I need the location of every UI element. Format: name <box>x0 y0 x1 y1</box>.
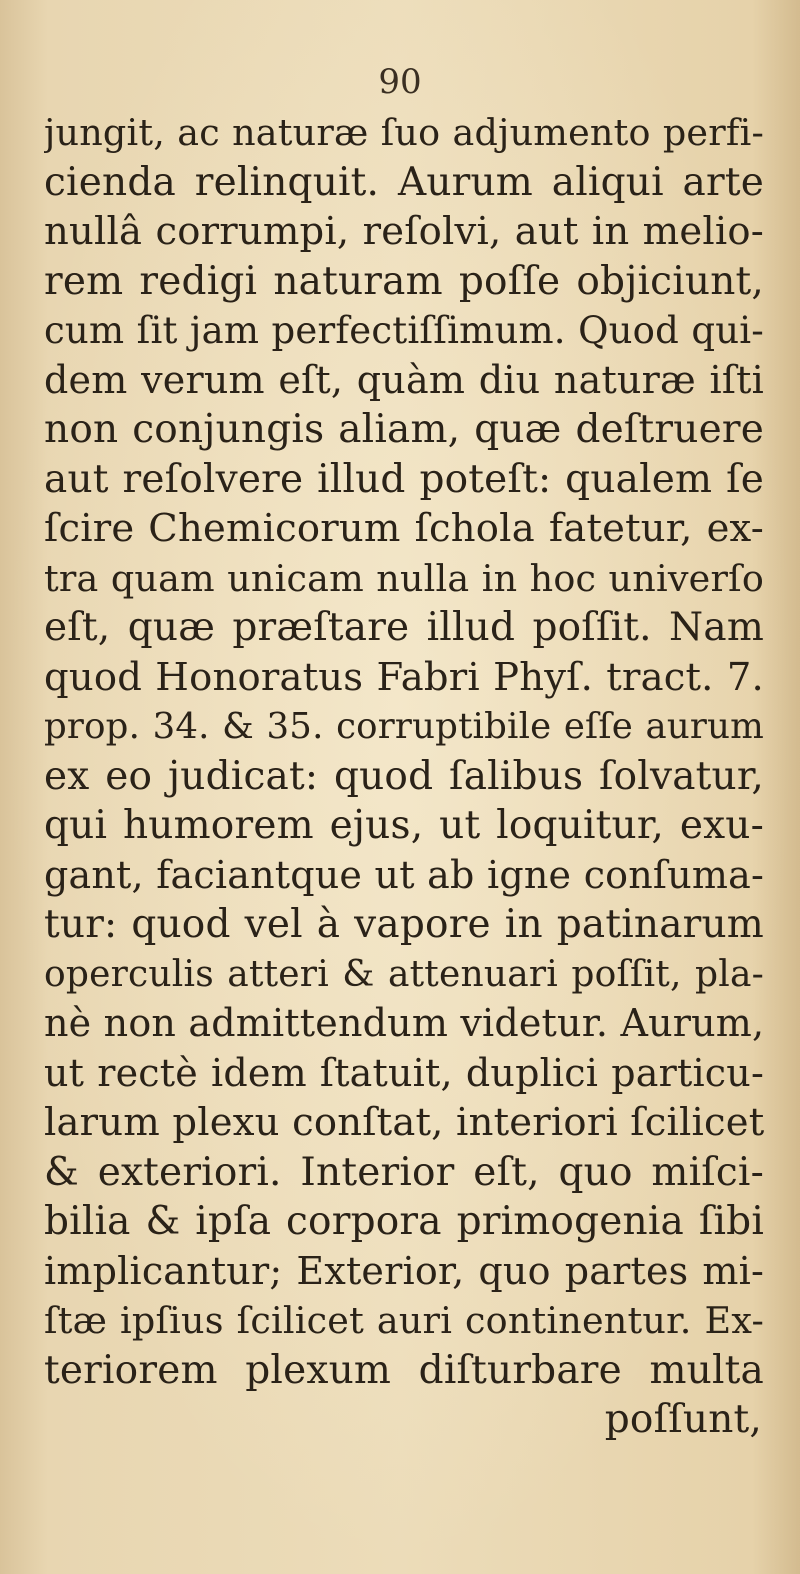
text-line: nè non admittendum videtur. Aurum, <box>44 1001 764 1045</box>
catchword: poſſunt, <box>604 1397 762 1442</box>
text-line: tur: quod vel à vapore in patinarum <box>44 902 764 947</box>
text-line: jungit, ac naturæ ſuo adjumento perfi- <box>44 111 764 154</box>
text-line: ut rectè idem ſtatuit, duplici particu- <box>44 1050 764 1095</box>
text-line: cum ſit jam perfectiſſimum. Quod qui- <box>44 309 764 352</box>
text-line: nullâ corrumpi, reſolvi, aut in melio- <box>44 209 764 254</box>
text-line: cienda relinquit. Aurum aliqui arte <box>44 159 764 205</box>
text-line: aut reſolvere illud poteſt: qualem ſe <box>44 456 764 502</box>
text-line: larum plexu conſtat, interiori ſcilicet <box>44 1100 764 1145</box>
text-line: ſcire Chemicorum ſchola fatetur, ex- <box>44 506 764 551</box>
text-line: dem verum eſt, quàm diu naturæ iſti <box>44 357 764 402</box>
text-line: implicantur; Exterior, quo partes mi- <box>44 1248 764 1293</box>
text-line: tra quam unicam nulla in hoc univerſo <box>44 556 764 600</box>
text-line: ſtæ ipſius ſcilicet auri continentur. Ex- <box>44 1299 764 1342</box>
text-line: prop. 34. & 35. corruptibile eſſe aurum <box>44 706 764 747</box>
text-line: rem redigi naturam poſſe objiciunt, <box>44 258 764 304</box>
text-line: quod Honoratus Fabri Phyſ. tract. 7. <box>44 654 764 700</box>
text-line: qui humorem ejus, ut loquitur, exu- <box>44 803 764 848</box>
page-number: 90 <box>378 62 422 102</box>
body-text <box>44 108 764 1445</box>
text-line: teriorem plexum diſturbare multa <box>44 1347 764 1393</box>
text-line: & exteriori. Interior eſt, quo miſci- <box>44 1149 764 1195</box>
text-line: gant, faciantque ut ab igne conſuma- <box>44 852 764 897</box>
text-line: non conjungis aliam, quæ deſtruere <box>44 407 764 452</box>
text-line: eſt, quæ præſtare illud poſſit. Nam <box>44 605 764 650</box>
text-line: bilia & ipſa corpora primogenia ſibi <box>44 1199 764 1244</box>
text-line: ex eo judicat: quod ſalibus ſolvatur, <box>44 753 764 799</box>
text-line: operculis atteri & attenuari poſſit, pla- <box>44 953 764 995</box>
